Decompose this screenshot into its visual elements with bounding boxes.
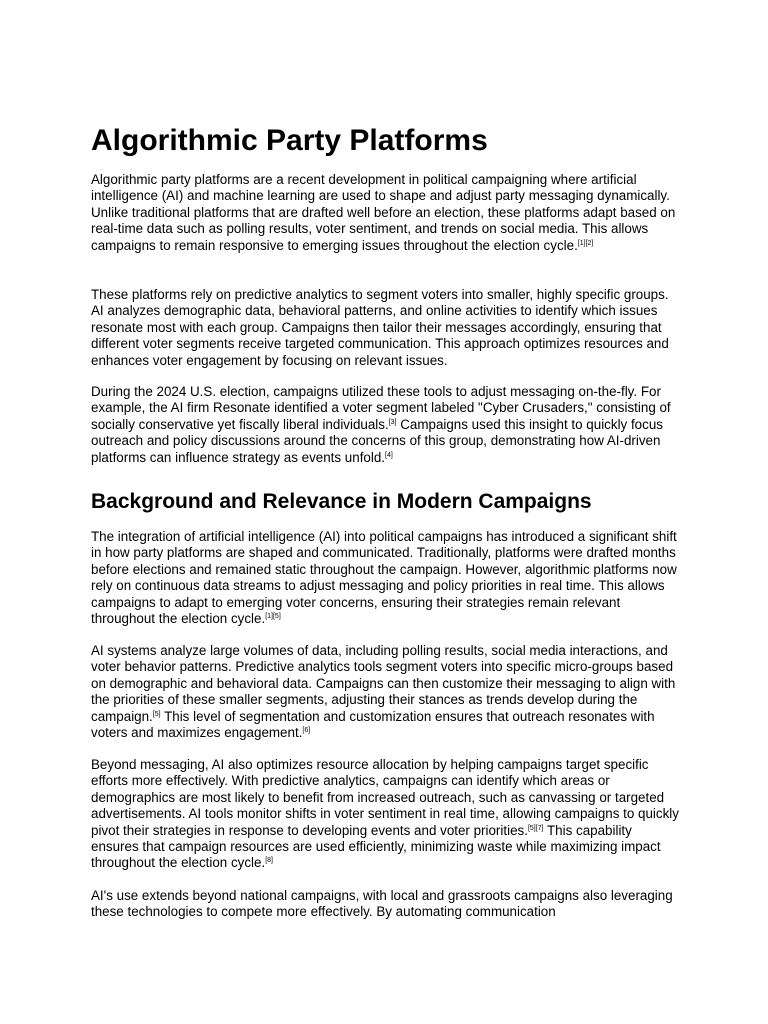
paragraph-text: AI systems analyze large volumes of data, including polling results, social media interactions, and voter behavior patterns. Predictive analytics tools segment voters into specific micro-groups based on demographic and behavioral data. Campaigns can then customize their messaging to align with the priorities of these smaller segments, adjusting their stances as trends develop during the campaign. [91,643,676,724]
section-paragraph-1 [91,529,681,627]
paragraph-text: AI's use extends beyond national campaigns, with local and grassroots campaigns also leveraging these technologies to compete more effectively. By automating communication [91,888,673,920]
paragraph-text: Beyond messaging, AI also optimizes resource allocation by helping campaigns target specific efforts more effectively. With predictive analytics, campaigns can identify which areas or demographics are most likely to benefit from increased outreach, such as canvassing or targeted advertisements. AI tools monitor shifts in voter sentiment in real time, allowing campaigns to quickly pivot their strategies in response to developing events and voter priorities. [91,757,679,838]
section-paragraph-4 [91,888,681,921]
paragraph-text: This level of segmentation and customization ensures that outreach resonates with voters and maximizes engagement. [91,708,655,741]
section-paragraph-3 [91,757,681,872]
section-paragraph-2 [91,643,681,741]
paragraph-text: Campaigns used this insight to quickly focus outreach and policy discussions around the concerns of this group, demonstrating how AI-driven platforms can influence strategy as events unfold. [91,416,663,465]
citation-link[interactable]: [4] [385,451,393,459]
citation-link[interactable]: [5][7] [527,824,544,832]
citation-link[interactable]: [1][5] [265,613,281,621]
intro-paragraph-3 [91,384,681,466]
citation-link[interactable]: [6] [302,727,311,735]
intro-paragraph-2 [91,287,681,369]
paragraph-text: These platforms rely on predictive analytics to segment voters into smaller, highly specific groups. AI analyzes demographic data, behavioral patterns, and online activities to identify which issues resonate most with each group. Campaigns then tailor their messages accordingly, ensuring that different voter segments receive targeted communication. This approach optimizes resources and enhances voter engagement by focusing on relevant issues. [91,287,669,368]
page-title: Algorithmic Party Platforms [91,124,488,157]
citation-link[interactable]: [3] [388,418,397,426]
intro-paragraph-1 [91,172,681,254]
paragraph-text: The integration of artificial intelligence (AI) into political campaigns has introduced a significant shift in how party platforms are shaped and communicated. Traditionally, platforms were drafted months before elections and remained static throughout the campaign. However, algorithmic platforms now rely on continuous data streams to adjust messaging and policy priorities in real time. This allows campaigns to adapt to emerging voter concerns, ensuring their strategies remain relevant throughout the election cycle. [91,529,677,627]
paragraph-text: Algorithmic party platforms are a recent development in political campaigning where artificial intelligence (AI) and machine learning are used to shape and adjust party messaging dynamically. Unlike traditional platforms that are drafted well before an election, these platforms adapt based on real-time data such as polling results, voter sentiment, and trends on social media. This allows campaigns to remain responsive to emerging issues throughout the election cycle. [91,172,676,253]
citation-link[interactable]: [5] [152,710,161,718]
citation-link[interactable]: [8] [265,857,273,865]
paragraph-text: During the 2024 U.S. election, campaigns utilized these tools to adjust messaging on-the-fly. For example, the AI firm Resonate identified a voter segment labeled "Cyber Crusaders," consisting of socially conservative yet fiscally liberal individuals. [91,384,671,432]
section-heading: Background and Relevance in Modern Campaigns [91,490,592,513]
citation-link[interactable]: [1][2] [577,239,594,247]
paragraph-text: This capability ensures that campaign resources are used efficiently, minimizing waste while maximizing impact throughout the election cycle. [91,822,661,871]
